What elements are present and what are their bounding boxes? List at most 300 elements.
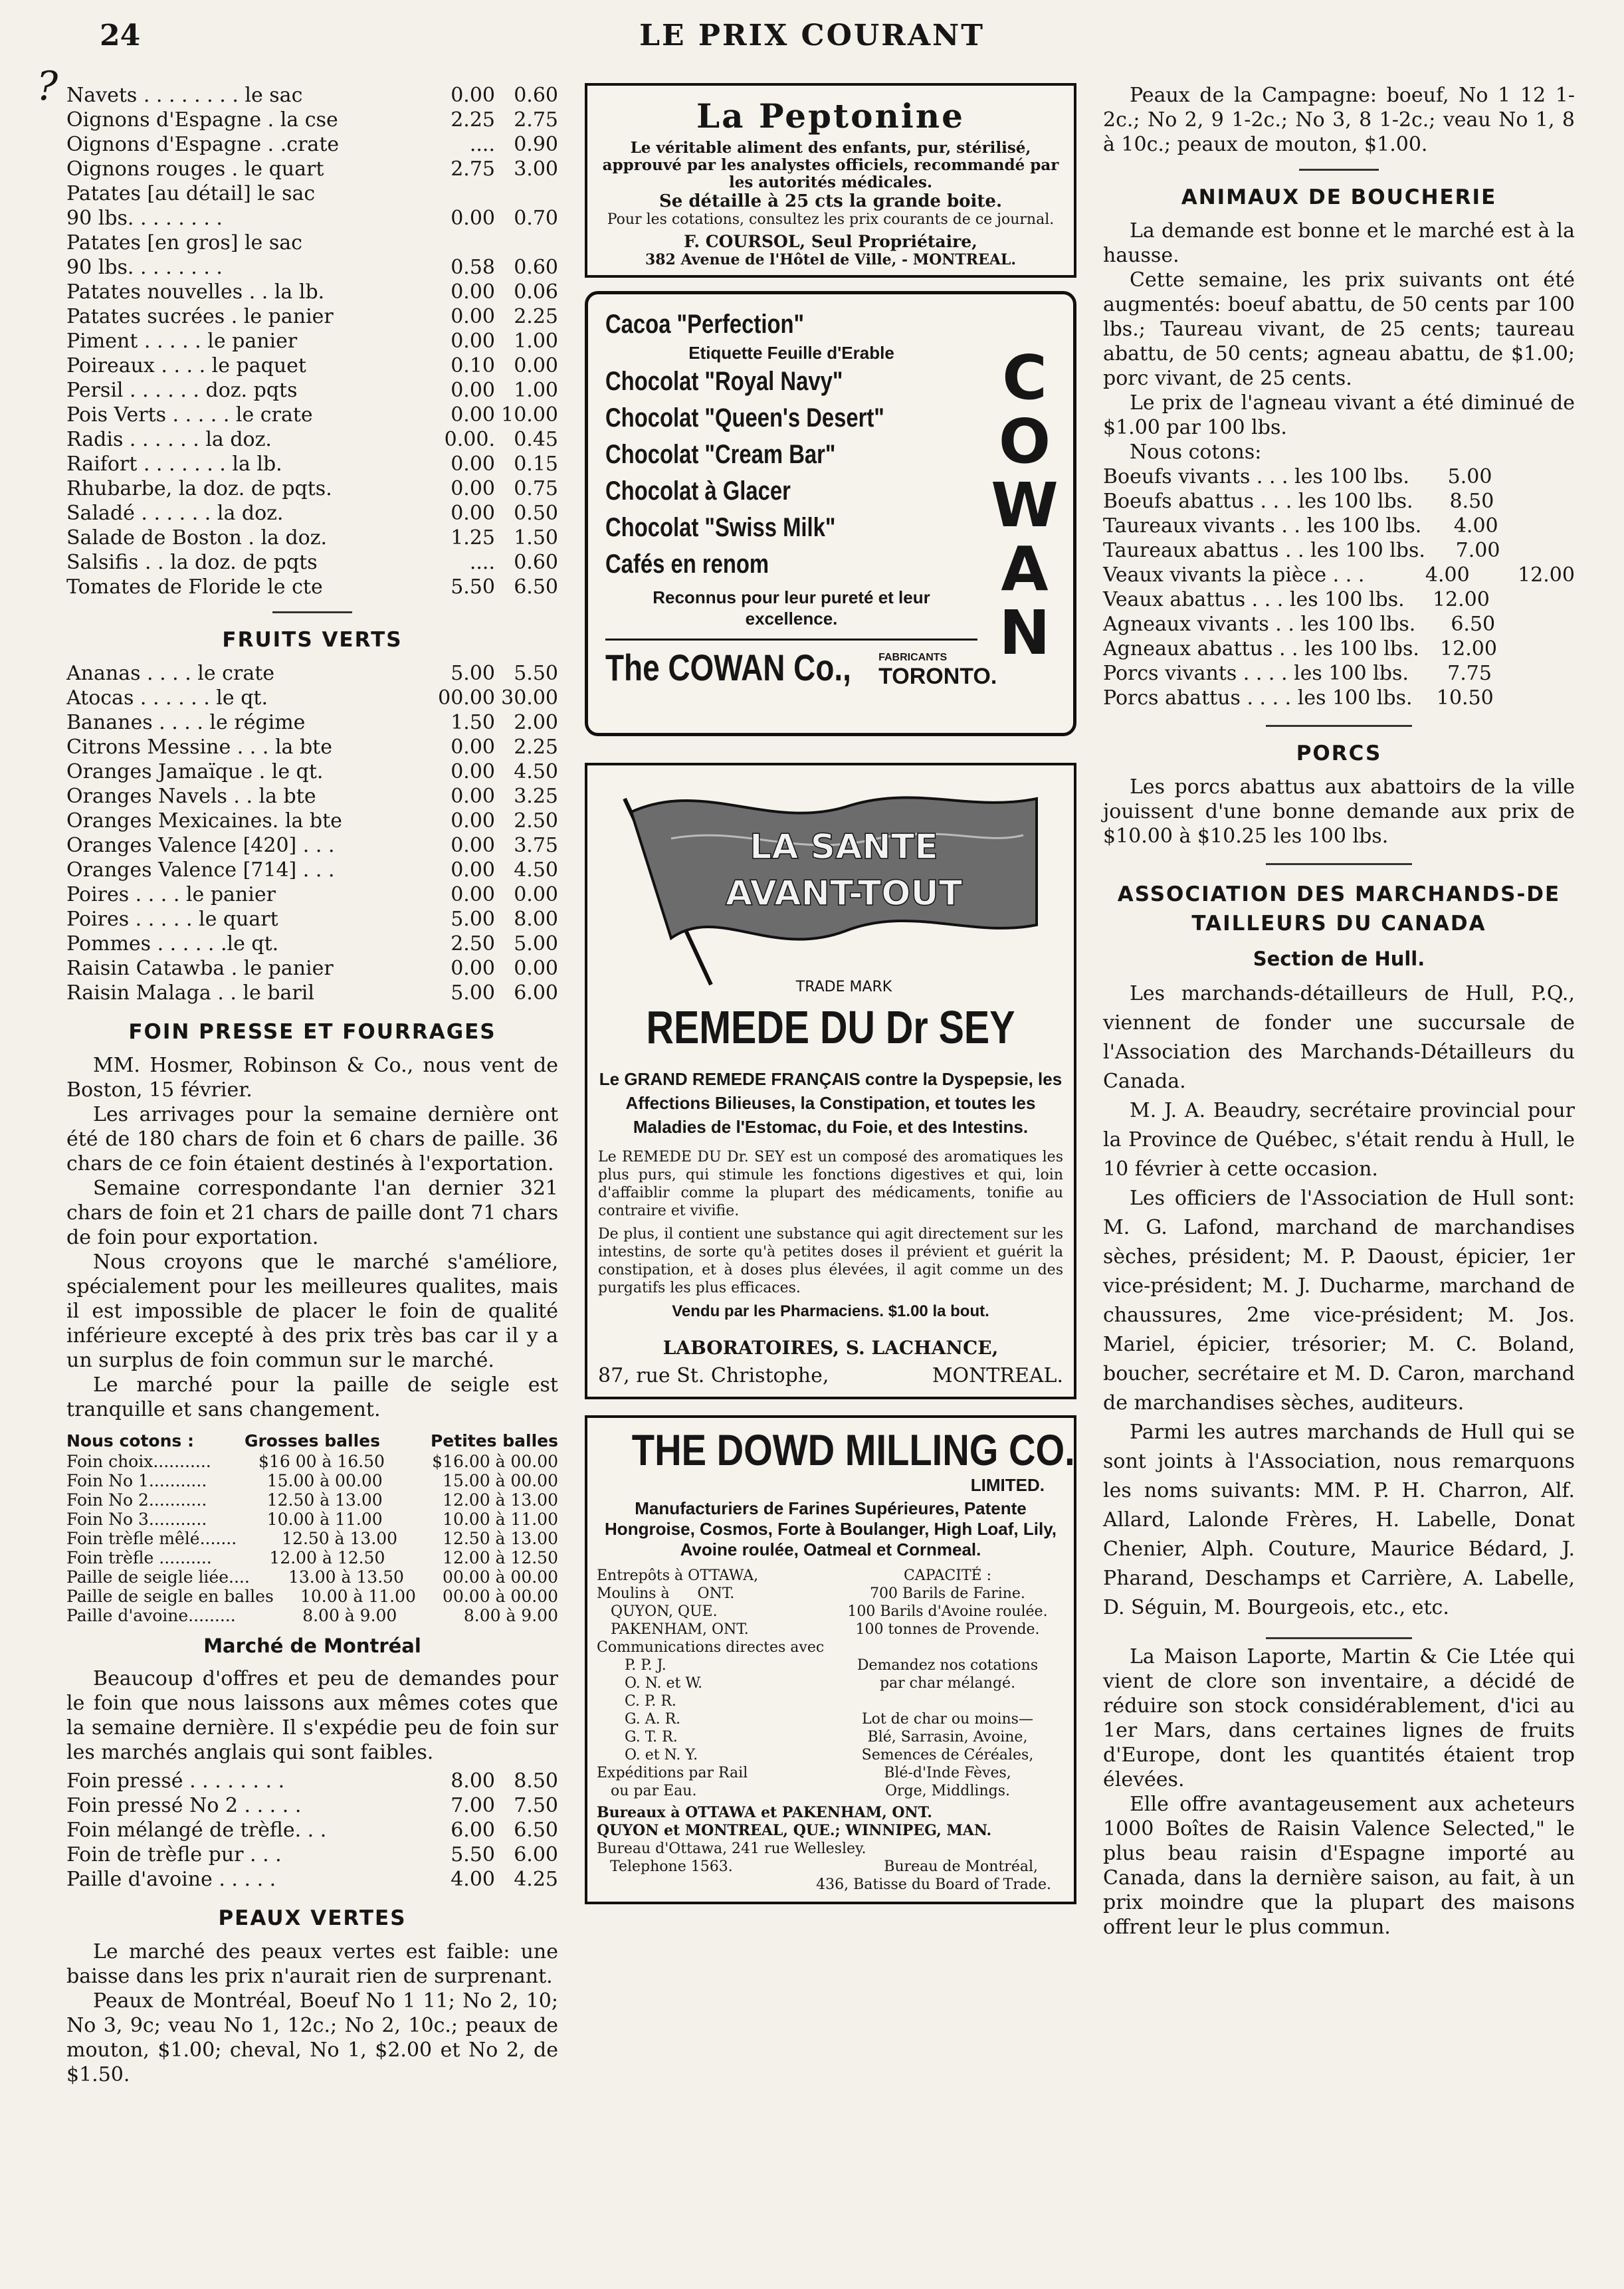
price-high [495,181,558,206]
price-label: Paille de seigle en balles [66,1587,274,1606]
dowd-limited: LIMITED. [970,1475,1045,1495]
foin-para: Nous croyons que le marché s'améliore, spécialement pour les meilleures qualites, mais il est impossible de placer le foin de qualité inférieure excepté à des prix très bas car il y a un surplus de foin commun sur le marché. [66,1250,558,1372]
price-label: Oignons d'Espagne . la cse [66,108,338,132]
price-high: 0.45 [514,428,558,451]
divider [1299,169,1379,171]
price-low: 0.00 [451,883,495,906]
sey-city: MONTREAL. [932,1364,1063,1387]
price-row [66,550,558,575]
price-high: 00.00 à 00.00 [443,1587,558,1606]
price-high [1490,587,1575,612]
divider [1266,863,1412,865]
hull-para: Les marchands-détailleurs de Hull, P.Q., viennent de fonder une succursale de l'Association des Marchands-Détailleurs du Canada. [1103,982,1575,1093]
animaux-para: Cette semaine, les prix suivants ont été augmentés: boeuf abattu, de 50 cents par 100 lbs.; Taureau vivant, de 25 cents; taureau abattu, de 50 cents; agneau abattu, de $1.00; porc vivant, de 25 cents. [1103,268,1575,390]
price-high: 0.06 [514,280,558,304]
price-row [66,329,558,353]
price-low: .... [469,133,495,156]
price-low: 5.00 [451,981,495,1005]
price-label: Agneaux abattus . . les 100 lbs. [1103,637,1419,660]
cowan-product: Chocolat "Swiss Milk" [605,513,836,542]
price-label: Salsifis . . la doz. de pqts [66,551,318,574]
price-row [66,304,558,329]
peptonine-body: Le véritable aliment des enfants, pur, stérilisé, approuvé par les analystes officiels, recommandé par les autorités médicales. [602,139,1059,191]
price-low: 5.00 [1447,465,1492,488]
cowan-product: Cafés en renom [605,549,769,579]
price-high: 2.00 [514,711,558,734]
price-label: Foin trèfle .......... [66,1548,212,1567]
dowd-line: Semences de Céréales, [861,1747,1034,1763]
price-label: Porcs abattus . . . . les 100 lbs. [1103,686,1413,710]
price-high: 4.25 [514,1868,558,1891]
price-row [66,833,558,858]
price-low: 10.00 à 11.00 [300,1587,416,1606]
price-label: Raisin Catawba . le panier [66,957,334,980]
price-row [66,280,558,304]
price-low: 0.00 [451,452,495,476]
price-high: 0.60 [514,84,558,107]
dowd-line: QUYON, QUE. [597,1603,718,1620]
peptonine-note: Pour les cotations, consultez les prix courants de ce journal. [607,211,1055,228]
vegetable-price-list [66,83,558,599]
price-low: 0.00 [451,280,495,304]
price-label: Foin mélangé de trèfle. . . [66,1819,327,1842]
price-row [66,809,558,833]
animaux-para: Le prix de l'agneau vivant a été diminué de $1.00 par 100 lbs. [1103,391,1575,439]
price-high: 8.00 [514,908,558,931]
dowd-bureau-ottawa: Bureau d'Ottawa, 241 rue Wellesley. [597,1841,866,1857]
dowd-line: par char mélangé. [879,1675,1016,1692]
price-label: Oranges Mexicaines. la bte [66,809,342,833]
boston-table-head [66,1431,558,1450]
price-high: 0.70 [514,207,558,230]
price-high [1492,464,1575,489]
price-row [1103,514,1575,538]
price-label: Boeufs abattus . . . les 100 lbs. [1103,490,1413,513]
price-low [432,231,495,255]
price-high: 5.00 [514,932,558,955]
dowd-title: THE DOWD MILLING CO. [631,1425,1075,1474]
price-label: Saladé . . . . . . la doz. [66,502,284,525]
foin-heading: FOIN PRESSE ET FOURRAGES [128,1020,496,1044]
cowan-vertical-letter: A [1001,534,1049,605]
dowd-telephone: Telephone 1563. [610,1858,733,1875]
price-low: 8.50 [1449,490,1494,513]
price-high: 0.00 [514,957,558,980]
price-low: 1.25 [451,526,495,549]
price-low: 00.00 [438,686,495,710]
price-high: 3.25 [514,785,558,808]
porcs-para: Les porcs abattus aux abattoirs de la ville jouissent d'une bonne demande aux prix de $10.00 à $10.25 les 100 lbs. [1103,775,1575,848]
price-row [66,710,558,735]
price-low: 0.00 [451,403,495,427]
price-high: 0.75 [514,477,558,500]
price-low: 12.00 [1440,637,1497,660]
price-low: 2.50 [451,932,495,955]
price-low: 13.00 à 13.50 [288,1567,404,1587]
price-row [66,378,558,403]
price-label: Foin pressé No 2 . . . . . [66,1794,302,1817]
sey-ad [585,763,1076,1399]
price-low: 0.00 [451,379,495,402]
dowd-line: Moulins à ONT. [597,1585,735,1602]
price-low: 4.00 [451,1868,495,1891]
peptonine-address: 382 Avenue de l'Hôtel de Ville, - MONTREAL. [645,251,1017,268]
animaux-para: La demande est bonne et le marché est à la hausse. [1103,219,1575,267]
price-high: 5.50 [514,662,558,685]
price-high: 8.50 [514,1769,558,1793]
price-low: 7.75 [1447,662,1492,685]
price-high: 3.75 [514,834,558,857]
price-low: 0.00 [451,809,495,833]
price-row [66,956,558,981]
price-low: 0.58 [451,256,495,279]
price-high: 12.00 [1518,563,1575,587]
price-label: Foin No 1........... [66,1471,207,1490]
boston-head-large: Grosses balles [244,1431,381,1450]
price-row [66,1490,558,1510]
price-high: 10.00 à 11.00 [443,1510,558,1529]
price-high [1492,661,1575,686]
price-label: Raisin Malaga . . le baril [66,981,314,1005]
price-label: Tomates de Floride le cte [66,575,323,599]
dowd-line: 700 Barils de Farine. [870,1585,1025,1602]
price-row [1103,538,1575,563]
price-row [66,526,558,550]
price-label: Poireaux . . . . le paquet [66,354,306,377]
price-label: Oranges Jamaïque . le qt. [66,760,324,783]
price-low: 6.50 [1451,613,1496,636]
price-low: 0.00 [451,858,495,882]
price-label: Poires . . . . le panier [66,883,276,906]
price-low: 5.00 [451,908,495,931]
price-high: 6.00 [514,1843,558,1866]
dowd-line: G. T. R. [597,1729,678,1745]
price-high: 1.50 [514,526,558,549]
price-row [66,932,558,956]
dowd-line: Communications directes avec [597,1639,825,1656]
dowd-left-list [597,1567,831,1800]
foin-para: Le marché pour la paille de seigle est tranquille et sans changement. [66,1373,558,1421]
price-high [1494,489,1575,514]
dowd-line: O. N. et W. [597,1675,703,1692]
price-label: Bananes . . . . le régime [66,711,306,734]
price-label: 90 lbs. . . . . . . . [66,207,223,230]
price-label: Persil . . . . . . doz. pqts [66,379,298,402]
peptonine-title: La Peptonine [696,96,965,136]
sey-para: De plus, il contient une substance qui agit directement sur les intestins, de sorte qu'à petites doses il prévient et guérit la constipation, et à doses plus élevées, il agit comme un des purgatifs les plus efficaces. [598,1226,1063,1296]
price-high: 30.00 [501,686,558,710]
price-low: 8.00 à 9.00 [302,1606,397,1625]
dowd-line: Lot de char ou moins— [862,1711,1033,1728]
price-row [66,1452,558,1471]
price-low: 6.00 [451,1819,495,1842]
price-low: 0.00 [451,760,495,783]
cowan-fabricants: FABRICANTS [878,652,948,663]
price-label: Foin choix........... [66,1452,211,1471]
dowd-manufacturers: Manufacturiers de Farines Supérieures, Patente Hongroise, Cosmos, Forte à Boulanger, High Loaf, Lily, Avoine roulée, Oatmeal et Cornmeal. [605,1498,1057,1559]
price-high: 6.50 [514,1819,558,1842]
price-label: Oranges Navels . . la bte [66,785,316,808]
price-high: 0.00 [514,883,558,906]
montreal-heading: Marché de Montréal [203,1635,421,1657]
price-label: Navets . . . . . . . . le sac [66,84,303,107]
price-high: 2.25 [514,736,558,759]
price-row [66,1587,558,1606]
price-row [66,476,558,501]
sey-para: Le REMEDE DU Dr. SEY est un composé des aromatiques les plus purs, qui stimule les fonctions digestives et qui, loin d'affaiblir comme la plupart des médicaments, tonifie au contraire et vivifie. [598,1149,1063,1219]
price-label: Patates sucrées . le panier [66,305,334,328]
price-row [66,403,558,427]
price-low: 4.00 [1453,514,1498,538]
price-high: 8.00 à 9.00 [463,1606,558,1625]
flag-text-1: LA SANTE [750,827,938,867]
price-row [1103,612,1575,637]
price-label: Veaux vivants la pièce . . . [1103,563,1365,587]
cowan-vertical-letter: W [991,470,1059,541]
price-high [1497,637,1575,661]
hull-para: M. J. A. Beaudry, secrétaire provincial pour la Province de Québec, s'était rendu à Hull, le 10 février à cette occasion. [1103,1099,1575,1181]
cowan-product: Chocolat "Cream Bar" [605,440,836,469]
price-low: 12.00 [1432,588,1490,611]
price-row [66,981,558,1005]
sey-title: REMEDE DU Dr SEY [646,1001,1015,1053]
price-low: 0.00 [451,330,495,353]
advert-column [585,83,1076,1918]
divider [272,611,352,613]
montreal-para: Beaucoup d'offres et peu de demandes pour le foin que nous laissons aux mêmes cotes que la semaine dernière. Il s'expédie peu de foin sur les marchés anglais qui sont faibles. [66,1667,558,1764]
porcs-heading: PORCS [1296,742,1382,765]
dowd-ad [585,1415,1076,1904]
price-row [66,1842,558,1867]
foin-para: MM. Hosmer, Robinson & Co., nous vent de Boston, 15 février. [66,1054,558,1102]
price-high: $16.00 à 00.00 [432,1452,558,1471]
price-low: 0.00 [451,957,495,980]
price-row [66,575,558,599]
price-high: 12.00 à 12.50 [443,1548,558,1567]
right-column [1103,83,1575,1940]
price-label: Oranges Valence [714] . . . [66,858,335,882]
price-low: $16 00 à 16.50 [258,1452,385,1471]
price-low: 10.00 à 11.00 [266,1510,383,1529]
price-high [495,231,558,255]
price-high: 2.25 [514,305,558,328]
price-low: 0.00. [444,428,495,451]
price-low: 5.50 [451,1843,495,1866]
dowd-right-list [831,1567,1065,1800]
price-high: 2.50 [514,809,558,833]
dowd-line: P. P. J. [597,1657,666,1674]
price-label: Foin pressé . . . . . . . . [66,1769,285,1793]
section-heading: Section de Hull. [1253,947,1425,970]
cowan-ad [585,291,1076,736]
price-high [1495,612,1575,637]
hull-para: Les officiers de l'Association de Hull sont: M. G. Lafond, marchand de marchandises sèches, président; M. P. Daoust, épicier, 1er vice-président; M. J. Ducharme, marchand de chaussures, 2me vice-président; M. Jos. Mariel, épicier, trésorier; M. C. Boland, boucher, secrétaire et M. D. Caron, marchand de marchandises sèches, auditeurs. [1103,1187,1575,1415]
association-heading: ASSOCIATION DES MARCHANDS-DE TAILLEURS DU CANADA [1117,882,1561,936]
price-row [66,1818,558,1842]
price-label: Salade de Boston . la doz. [66,526,328,549]
dowd-bureaux: QUYON et MONTREAL, QUE.; WINNIPEG, MAN. [597,1822,992,1839]
animaux-price-list [1103,464,1575,710]
price-low: 0.00 [451,736,495,759]
animaux-heading: ANIMAUX DE BOUCHERIE [1181,185,1497,209]
price-low: 2.25 [451,108,495,132]
boston-hay-table [66,1452,558,1625]
price-row [1103,686,1575,710]
price-row [66,1567,558,1587]
laporte-para: Elle offre avantageusement aux acheteurs 1000 Boîtes de Raisin Valence Selected," le plus beau raisin d'Espagne importé au Canada, dans la dernière saison, au fait, à un prix moindre que la plupart des maisons offrent leur le plus commun. [1103,1793,1575,1939]
price-high: 0.90 [514,133,558,156]
price-row [66,1769,558,1793]
price-row [66,759,558,784]
dowd-line: PAKENHAM, ONT. [597,1621,749,1638]
cowan-company: The COWAN Co., [605,647,851,688]
cowan-vertical-letter: N [999,597,1051,668]
price-label: Citrons Messine . . . la bte [66,736,332,759]
cowan-city: TORONTO. [878,664,997,689]
price-row [66,686,558,710]
price-row [1103,563,1575,587]
price-high: 1.00 [514,379,558,402]
fruits-heading: FRUITS VERTS [222,628,403,652]
price-row [1103,661,1575,686]
price-high: 3.00 [514,157,558,181]
sey-desc: Le GRAND REMEDE FRANÇAIS contre la Dyspepsie, les Affections Bilieuses, la Constipation, et toutes les Maladies de l'Estomac, du Foie, et des Intestins. [599,1069,1063,1137]
price-label: Ananas . . . . le crate [66,662,275,685]
price-row [66,157,558,181]
price-row [66,83,558,108]
price-row [66,181,558,206]
price-high: 6.50 [514,575,558,599]
dowd-line: Entrepôts à OTTAWA, [597,1567,759,1584]
price-row [66,1529,558,1548]
price-low: 0.00 [451,502,495,525]
price-high: 10.00 [501,403,558,427]
trade-mark: TRADE MARK [795,979,892,995]
price-low: 0.10 [451,354,495,377]
price-low: 0.00 [451,207,495,230]
price-high: 2.75 [514,108,558,132]
price-label: Agneaux vivants . . les 100 lbs. [1103,613,1416,636]
cowan-subline: Etiquette Feuille d'Erable [688,343,894,363]
price-label: Veaux abattus . . . les 100 lbs. [1103,588,1405,611]
price-row [66,1793,558,1818]
page-number: 24 [100,19,141,52]
price-row [66,353,558,378]
price-row [66,231,558,255]
flag-illustration [598,772,1063,998]
price-low: 0.00 [451,834,495,857]
dowd-bureaux: Bureaux à OTTAWA et PAKENHAM, ONT. [597,1804,932,1821]
price-label: Patates nouvelles . . la lb. [66,280,325,304]
price-label: Paille de seigle liée.... [66,1567,250,1587]
price-label: Piment . . . . . le panier [66,330,298,353]
price-high: 0.60 [514,551,558,574]
price-low: 1.50 [451,711,495,734]
price-high: 12.50 à 13.00 [443,1529,558,1548]
price-row [66,255,558,280]
boston-head-label: Nous cotons : [66,1431,194,1450]
price-row [66,661,558,686]
price-low: 7.00 [451,1794,495,1817]
price-label: Paille d'avoine......... [66,1606,236,1625]
price-high: 15.00 à 00.00 [443,1471,558,1490]
foin-para: Semaine correspondante l'an dernier 321 chars de foin et 21 chars de paille dont 71 chars de foin pour exportation. [66,1177,558,1249]
cowan-vertical-letter: O [998,406,1051,477]
peaux-para: Le marché des peaux vertes est faible: une baisse dans les prix n'aurait rien de surprenant. [66,1940,558,1988]
price-low: 0.00 [451,305,495,328]
price-row [66,108,558,132]
price-row [1103,637,1575,661]
peptonine-ad [585,83,1076,278]
divider [1266,1637,1412,1639]
price-label: Oignons d'Espagne . .crate [66,133,340,156]
peaux-para: Peaux de Montréal, Boeuf No 1 11; No 2, 10; No 3, 9c; veau No 1, 12c.; No 2, 10c.; peaux de mouton, $1.00; cheval, No 1, $2.00 et No 2, de $1.50. [66,1989,558,2086]
price-high: 0.00 [514,354,558,377]
dowd-line: 100 tonnes de Provende. [855,1621,1040,1638]
fruit-price-list [66,661,558,1005]
dowd-line: C. P. R. [597,1693,676,1710]
price-high: 7.50 [514,1794,558,1817]
price-high [1498,514,1575,538]
price-row [66,882,558,907]
price-low: .... [469,551,495,574]
price-high: 0.50 [514,502,558,525]
price-label: Pois Verts . . . . . le crate [66,403,313,427]
price-high: 0.60 [514,256,558,279]
marginalia-mark: ? [37,63,58,110]
dowd-line [831,1639,1065,1656]
price-row [66,1867,558,1892]
cowan-line: Cacoa "Perfection" [605,310,805,339]
cowan-product: Chocolat "Royal Navy" [605,367,843,396]
price-high [1494,686,1575,710]
price-label: Foin de trèfle pur . . . [66,1843,282,1866]
dowd-line: Orge, Middlings. [885,1783,1010,1799]
dowd-line: Blé, Sarrasin, Avoine, [867,1729,1028,1745]
price-low: 12.00 à 12.50 [269,1548,385,1567]
price-low: 7.00 [1455,539,1500,562]
sey-lab: LABORATOIRES, S. LACHANCE, [662,1337,999,1359]
price-row [66,452,558,476]
price-label: Atocas . . . . . . le qt. [66,686,268,710]
dowd-board: 436, Batisse du Board of Trade. [816,1876,1051,1893]
sey-vendu: Vendu par les Pharmaciens. $1.00 la bout. [672,1302,989,1320]
laporte-para: La Maison Laporte, Martin & Cie Ltée qui vient de clore son inventaire, a décidé de réduire son stock considérablement, d'ici au 1er Mars, dans certaines lignes de fruits d'Europe, dont les quantités étaient trop élevées. [1103,1645,1575,1791]
price-label: Poires . . . . . le quart [66,908,278,931]
price-row [66,1510,558,1529]
price-low: 5.00 [451,662,495,685]
price-row [66,735,558,759]
price-high: 4.50 [514,858,558,882]
price-low: 0.00 [451,84,495,107]
dowd-line [831,1692,1065,1710]
price-row [66,1471,558,1490]
dowd-line: Demandez nos cotations [857,1657,1039,1674]
price-label: Foin No 2........... [66,1490,207,1510]
cowan-product: Chocolat à Glacer [605,476,791,506]
price-row [66,501,558,526]
price-label: Paille d'avoine . . . . . [66,1868,276,1891]
montreal-hay-list [66,1769,558,1892]
price-low [432,181,495,206]
price-row [1103,489,1575,514]
cowan-vertical-letter: C [1002,342,1047,413]
price-label: Boeufs vivants . . . les 100 lbs. [1103,465,1409,488]
price-label: Rhubarbe, la doz. de pqts. [66,477,332,500]
price-label: Raifort . . . . . . . la lb. [66,452,282,476]
price-row [66,427,558,452]
price-label: Oranges Valence [420] . . . [66,834,335,857]
